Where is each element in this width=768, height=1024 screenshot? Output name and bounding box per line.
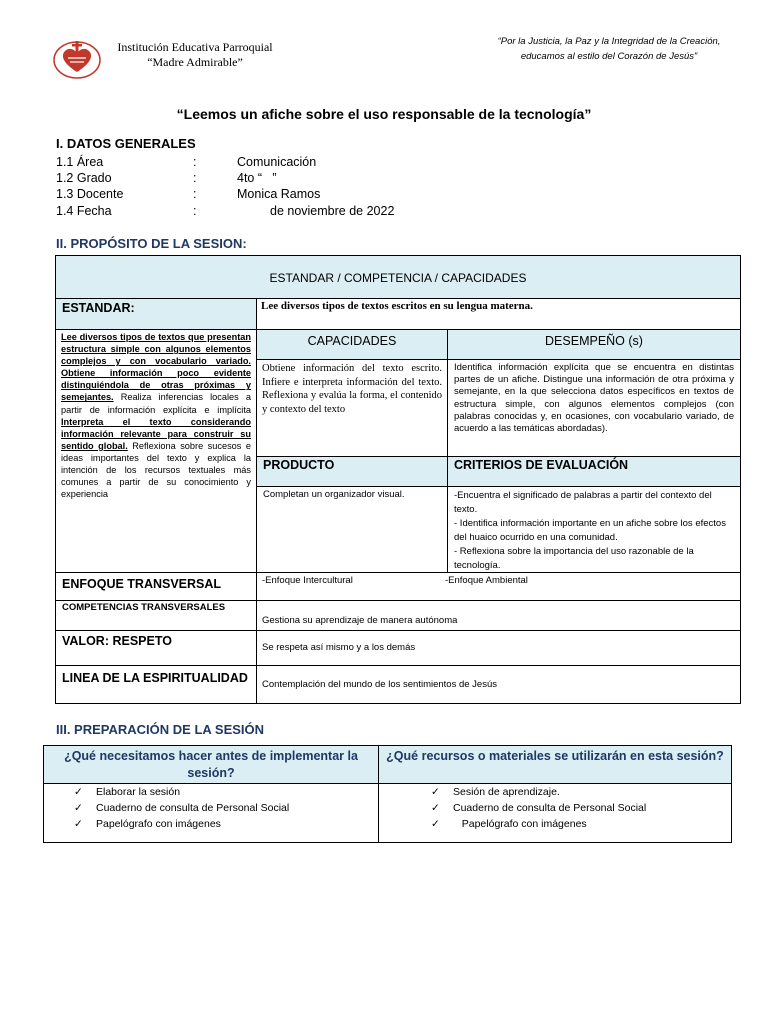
proposito-heading: II. PROPÓSITO DE LA SESION:: [56, 236, 247, 251]
datos-heading: I. DATOS GENERALES: [56, 136, 196, 151]
datos-label-docente: 1.3 Docente: [56, 187, 124, 201]
estandar-label: ESTANDAR:: [55, 299, 257, 330]
institution-name: [100, 40, 290, 70]
desempeno-header: DESEMPEÑO (s): [448, 330, 741, 360]
list-item: [74, 816, 378, 832]
question-antes: ¿Qué necesitamos hacer antes de implementar la sesión?: [43, 745, 379, 784]
motto: “Por la Justicia, la Paz y la Integridad de la Creación, educamos al estilo del Corazón de Jesús”: [497, 36, 721, 62]
institution-line1: Institución Educativa Parroquial: [117, 40, 273, 54]
question-recursos: ¿Qué recursos o materiales se utilizarán en esta sesión?: [379, 745, 732, 784]
linea-value: Contemplación del mundo de los sentimientos de Jesús: [257, 666, 741, 704]
producto-header: PRODUCTO: [257, 457, 448, 487]
check-icon: ✓: [74, 802, 83, 814]
capacidades-header: CAPACIDADES: [257, 330, 448, 360]
estandar-desc-p1: Lee diversos tipos de textos que presentan estructura simple con algunos elementos complejos y con vocabulario variado. Obtiene información poco evidente distinguiéndola de otras próximas y semejantes.: [61, 332, 251, 403]
datos-colon: :: [193, 187, 197, 201]
enfoque-1: -Enfoque Intercultural: [262, 575, 353, 586]
datos-label-grado: 1.2 Grado: [56, 171, 112, 185]
recursos-list: [379, 784, 732, 843]
check-icon: ✓: [431, 786, 440, 798]
estandar-desc-p4: Reflexiona sobre sucesos e ideas importantes del texto y explica la intención de los recursos textuales más comunes a partir de su conocimiento y experiencia: [61, 440, 251, 500]
desempeno-text: Identifica información explícita que se encuentra en distintas partes de un afiche. Distingue una información de otra próxima y semejante, en la que selecciona datos específicos en textos de estructura simple, con algunos elementos complejos (con palabras conocidas y, en ocasiones, con vocabulario variado, de acuerdo a las temáticas abordadas).: [448, 360, 741, 457]
criterio-item: - Reflexiona sobre la importancia del uso razonable de la tecnología.: [454, 546, 694, 571]
list-item: [431, 816, 731, 832]
list-item-text: Sesión de aprendizaje.: [453, 786, 560, 798]
document-title: “Leemos un afiche sobre el uso responsable de la tecnología”: [176, 106, 592, 122]
criterio-item: -Encuentra el significado de palabras a partir del contexto del texto.: [454, 490, 712, 515]
list-item: [431, 784, 731, 800]
list-item-text: Elaborar la sesión: [96, 786, 181, 798]
valor-value: Se respeta así mismo y a los demás: [257, 631, 741, 666]
list-item: [431, 800, 731, 816]
competencias-value: Gestiona su aprendizaje de manera autónoma: [257, 601, 741, 631]
producto-text: Completan un organizador visual.: [257, 487, 448, 573]
list-item-text: Cuaderno de consulta de Personal Social: [96, 802, 290, 814]
check-icon: ✓: [74, 818, 83, 830]
datos-value-area: Comunicación: [237, 155, 317, 169]
datos-label-fecha: 1.4 Fecha: [56, 204, 112, 218]
list-item: [74, 800, 378, 816]
capacidades-text: Obtiene información del texto escrito. Infiere e interpreta información del texto. Reflexiona y evalúa la forma, el contenido y contexto del texto: [257, 360, 448, 457]
datos-colon: :: [193, 171, 197, 185]
datos-colon: :: [193, 155, 197, 169]
list-item-text: Cuaderno de consulta de Personal Social: [453, 802, 647, 814]
enfoque-label: ENFOQUE TRANSVERSAL: [55, 573, 257, 601]
datos-value-docente: Monica Ramos: [237, 187, 321, 201]
datos-value-grado: 4to “ ”: [237, 171, 277, 185]
list-item-text: Papelógrafo con imágenes: [96, 818, 221, 830]
valor-label: VALOR: RESPETO: [55, 631, 257, 666]
check-icon: ✓: [431, 818, 440, 830]
estandar-desc-p2: Realiza inferencias locales a partir de información explícita e implícita: [61, 392, 251, 415]
heart-cross-logo-icon: [52, 38, 102, 80]
list-item: [74, 784, 378, 800]
competencias-label: COMPETENCIAS TRANSVERSALES: [55, 601, 257, 631]
list-item-text: Papelógrafo con imágenes: [453, 818, 587, 830]
estandar-description: [55, 330, 257, 573]
estandar-desc-p3: Interpreta el texto considerando información relevante para construir su sentido global.: [61, 416, 251, 451]
check-icon: ✓: [74, 786, 83, 798]
linea-label: LINEA DE LA ESPIRITUALIDAD: [55, 666, 257, 704]
criterios-header: CRITERIOS DE EVALUACIÓN: [448, 457, 741, 487]
antes-list: [43, 784, 379, 843]
datos-colon: :: [193, 204, 197, 218]
criterios-list: [448, 487, 741, 573]
datos-value-fecha: de noviembre de 2022: [270, 204, 395, 218]
enfoque-2: -Enfoque Ambiental: [445, 575, 528, 586]
datos-label-area: 1.1 Área: [56, 155, 104, 169]
preparacion-heading: III. PREPARACIÓN DE LA SESIÓN: [56, 722, 265, 737]
institution-line2: “Madre Admirable”: [147, 55, 243, 69]
criterio-item: - Identifica información importante en un afiche sobre los efectos del huaico ocurrido en una comunidad.: [454, 518, 726, 543]
enfoque-values: [257, 573, 741, 601]
estandar-value: Lee diversos tipos de textos escritos en su lengua materna.: [257, 299, 741, 330]
table-header: ESTANDAR / COMPETENCIA / CAPACIDADES: [55, 255, 741, 299]
check-icon: ✓: [431, 802, 440, 814]
